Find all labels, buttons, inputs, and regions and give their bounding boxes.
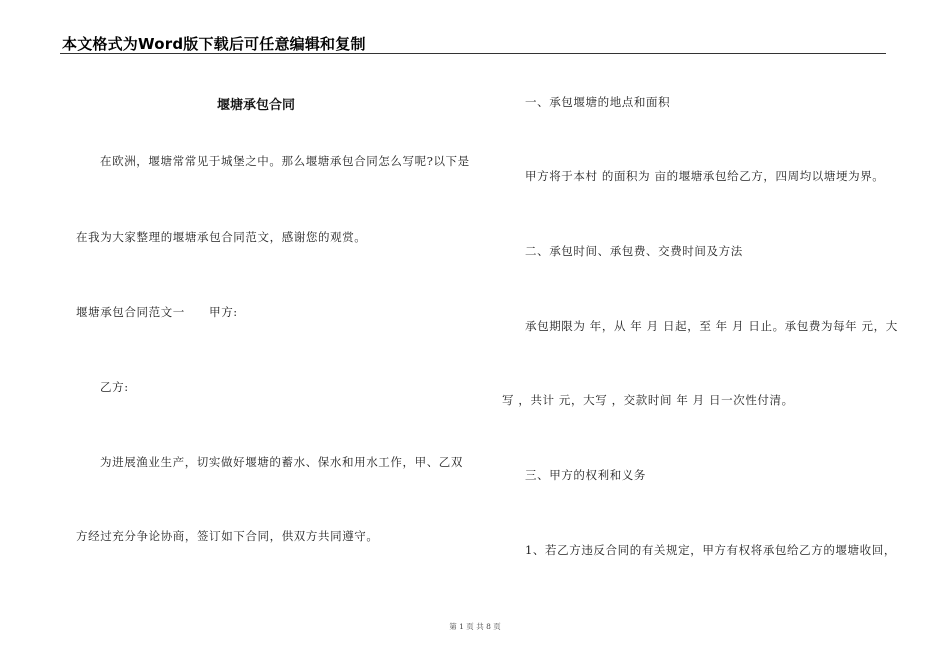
page-footer: 第 1 页 共 8 页 — [449, 622, 501, 631]
paragraph-line: 为进展渔业生产，切实做好堰塘的蓄水、保水和用水工作，甲、乙双 — [100, 455, 463, 469]
paragraph-line: 甲方将于本村 的面积为 亩的堰塘承包给乙方，四周均以塘埂为界。 — [525, 169, 885, 183]
page-header-title: 本文格式为Word版下载后可任意编辑和复制 — [62, 35, 366, 53]
paragraph-line: 在欧洲，堰塘常常见于城堡之中。那么堰塘承包合同怎么写呢?以下是 — [100, 154, 470, 168]
document-title: 堰塘承包合同 — [217, 98, 296, 113]
paragraph-line: 1、若乙方违反合同的有关规定，甲方有权将承包给乙方的堰塘收回， — [525, 543, 896, 557]
paragraph-line: 乙方: — [100, 380, 129, 394]
section-heading: 三、甲方的权利和义务 — [525, 468, 646, 482]
paragraph-line: 写 ，共计 元，大写 ，交款时间 年 月 日一次性付清。 — [502, 393, 794, 407]
paragraph-line: 堰塘承包合同范文一 甲方: — [76, 305, 238, 319]
section-heading: 二、承包时间、承包费、交费时间及方法 — [525, 244, 743, 258]
header-divider — [60, 53, 886, 54]
section-heading: 一、承包堰塘的地点和面积 — [525, 95, 671, 109]
paragraph-line: 在我为大家整理的堰塘承包合同范文，感谢您的观赏。 — [76, 230, 367, 244]
paragraph-line: 承包期限为 年，从 年 月 日起，至 年 月 日止。承包费为每年 元，大 — [525, 319, 898, 333]
paragraph-line: 方经过充分争论协商，签订如下合同，供双方共同遵守。 — [76, 529, 379, 543]
